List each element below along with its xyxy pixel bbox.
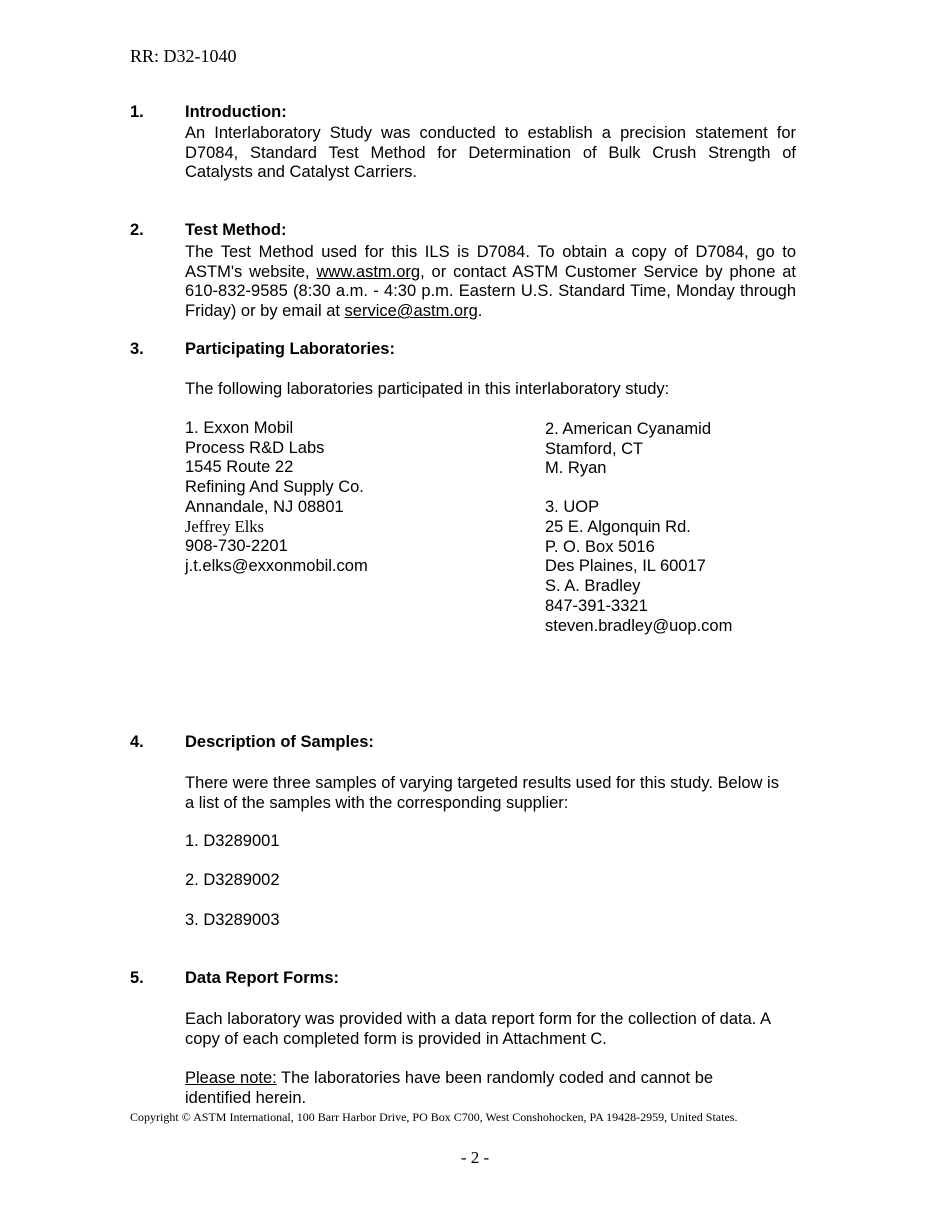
sample-1: 1. D3289001 [185, 832, 280, 850]
lab1-dept: Process R&D Labs [185, 439, 325, 457]
section-5-text: Each laboratory was provided with a data report form for the collection of data. A copy of each completed form is provided in Attachment C. [185, 1010, 771, 1048]
lab2-city: Stamford, CT [545, 440, 644, 458]
astm-website-link[interactable]: www.astm.org [316, 262, 421, 281]
copyright-footer: Copyright © ASTM International, 100 Barr Harbor Drive, PO Box C700, West Conshohocken, PA 19428-2959, United States. [130, 1110, 738, 1124]
note-text: The laboratories have been randomly coded and cannot be identified herein. [185, 1069, 714, 1107]
section-3-title: Participating Laboratories: [185, 340, 395, 358]
lab1-email: j.t.elks@exxonmobil.com [185, 557, 368, 575]
sample-2: 2. D3289002 [185, 871, 280, 889]
lab3-contact: S. A. Bradley [545, 577, 641, 595]
section-1-text: An Interlaboratory Study was conducted to establish a precision statement for D7084, Standard Test Method for Determination of Bulk Crush Strength of Catalysts and Catalyst Carriers. [185, 124, 796, 182]
lab1-name: 1. Exxon Mobil [185, 419, 294, 437]
section-1-number: 1. [130, 103, 144, 121]
section-4-number: 4. [130, 733, 144, 751]
note-label: Please note: [185, 1069, 277, 1087]
section-2-text [185, 243, 796, 322]
lab3-phone: 847-391-3321 [545, 597, 648, 615]
lab1-company: Refining And Supply Co. [185, 478, 364, 496]
lab1-contact: Jeffrey Elks [185, 517, 264, 536]
section-4-text: There were three samples of varying targeted results used for this study. Below is a list of the samples with the corresponding supplier: [185, 774, 779, 812]
section-2-text-start: The Test Method used for this ILS is D7084. To obtain a copy of D7084, go to ASTM's website, [185, 243, 796, 281]
lab1-city: Annandale, NJ 08801 [185, 498, 344, 516]
lab1-phone: 908-730-2201 [185, 537, 288, 555]
lab3-pobox: P. O. Box 5016 [545, 538, 655, 556]
lab3-name: 3. UOP [545, 498, 600, 516]
page-number: - 2 - [460, 1148, 490, 1167]
report-id: RR: D32-1040 [130, 46, 237, 66]
section-3-intro: The following laboratories participated in this interlaboratory study: [185, 380, 670, 398]
lab3-email: steven.bradley@uop.com [545, 617, 733, 635]
astm-email-link[interactable]: service@astm.org [344, 302, 478, 321]
section-3-number: 3. [130, 340, 144, 358]
lab2-name: 2. American Cyanamid [545, 420, 711, 438]
section-5-note [185, 1069, 745, 1108]
lab2-contact: M. Ryan [545, 459, 607, 477]
section-2-text-middle: , or contact ASTM Customer Service by phone at 610-832-9585 (8:30 a.m. - 4:30 p.m. Eastern U.S. Standard Time, Monday through Friday) or by email at [185, 262, 796, 321]
sample-3: 3. D3289003 [185, 911, 280, 929]
section-2-title: Test Method: [185, 221, 287, 239]
section-4-title: Description of Samples: [185, 733, 374, 751]
section-2-text-end: . [477, 302, 483, 321]
section-1-title: Introduction: [185, 103, 287, 121]
lab3-street: 25 E. Algonquin Rd. [545, 518, 691, 536]
section-2-number: 2. [130, 221, 144, 239]
lab3-city: Des Plaines, IL 60017 [545, 557, 706, 575]
lab1-street: 1545 Route 22 [185, 458, 294, 476]
section-5-title: Data Report Forms: [185, 969, 340, 987]
section-5-number: 5. [130, 969, 144, 987]
